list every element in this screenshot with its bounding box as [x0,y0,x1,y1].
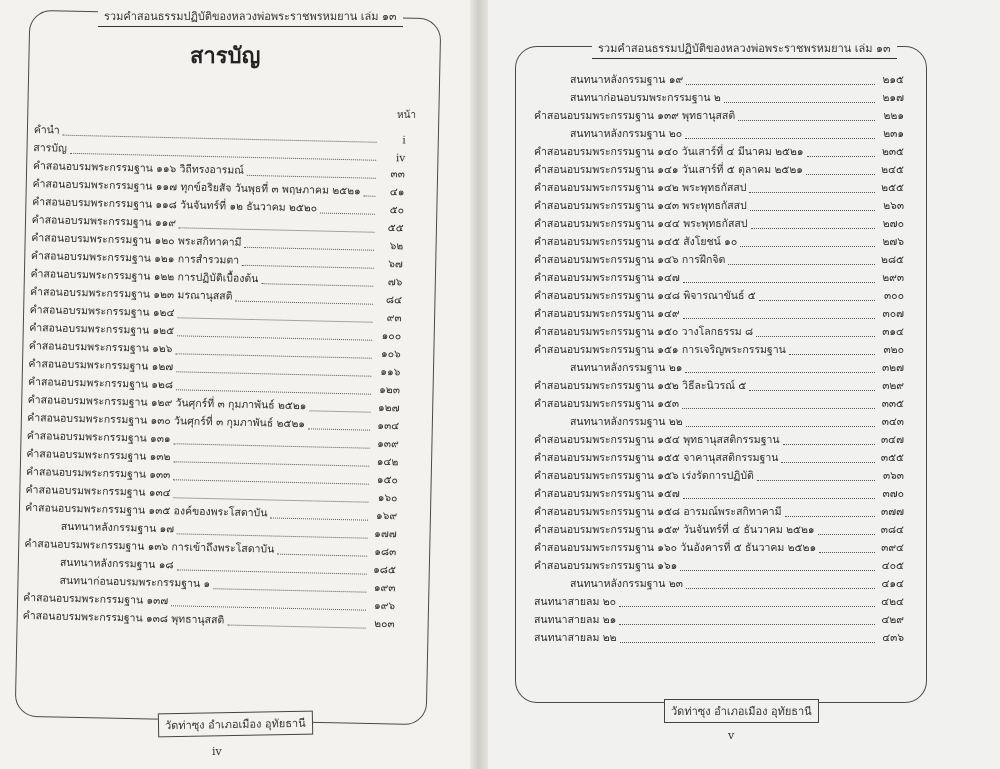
toc-entry [534,70,904,88]
toc-leader-dots [807,156,875,157]
book-gutter [470,0,488,769]
toc-entry-page: ๒๑๕ [882,74,904,86]
toc-entry [534,448,904,466]
toc-entry-page: ๓๙๔ [881,542,904,554]
toc-entry-page: ๓๖๓ [882,470,904,482]
toc-leader-dots [244,247,374,251]
toc-leader-dots [309,410,370,412]
left-toc-list [23,120,406,632]
toc-entry [534,106,904,124]
toc-entry-page: ๓๘๔ [880,524,904,536]
toc-entry-title: คำสอนอบรมพระกรรมฐาน ๑๑๖ วิถีทรงอารมณ์ [32,159,245,177]
toc-entry [534,484,904,502]
toc-entry [534,322,904,340]
toc-leader-dots [685,372,875,373]
toc-entry-title: คำสอนอบรมพระกรรมฐาน ๑๕๕ จาคานุสสติกรรมฐาน [534,452,779,464]
toc-leader-dots [751,228,876,229]
toc-entry-page: ๔๒๙ [881,614,904,626]
toc-leader-dots [759,300,875,301]
toc-leader-dots [619,606,875,607]
toc-entry-page: ๕๕ [387,222,404,235]
toc-entry-page: ๔๑ [389,186,405,199]
toc-leader-dots [686,588,875,589]
toc-entry [534,394,904,412]
toc-entry-title: สนทนาหลังกรรมฐาน ๒๒ [570,416,683,428]
toc-entry-title: สนทนาหลังกรรมฐาน ๒๐ [570,128,683,140]
toc-entry-page: ๒๓๕ [881,146,904,158]
toc-leader-dots [749,192,875,193]
toc-entry-page: ๕๐ [389,204,405,217]
toc-entry-title: คำสอนอบรมพระกรรมฐาน ๑๓๕ องค์ของพระโสดาบัน [25,501,268,520]
toc-entry-page: ๓๓๕ [881,398,904,410]
toc-entry-page: ๗๖ [387,276,403,289]
toc-entry-title: คำสอนอบรมพระกรรมฐาน ๑๒๙ วันศุกร์ที่ ๓ กุมภาพันธ์ ๒๕๒๑ [27,393,307,413]
toc-leader-dots [261,283,373,287]
toc-entry-page: ๑๓๙ [377,437,399,451]
toc-leader-dots [806,174,875,175]
toc-entry-title: คำสอนอบรมพระกรรมฐาน ๑๒๘ [27,375,174,392]
toc-entry [534,196,904,214]
toc-entry [534,340,904,358]
toc-title: สารบัญ [190,43,261,69]
toc-entry [534,142,904,160]
toc-entry-page: ๓๔๗ [880,434,904,446]
toc-entry-page: ๑๔๒ [376,455,399,469]
toc-leader-dots [682,408,875,409]
toc-entry [534,628,904,646]
toc-entry-page: ๑๖๐ [377,491,398,505]
toc-entry-title: คำสอนอบรมพระกรรมฐาน ๑๕๗ [534,488,680,500]
toc-entry-title: สนทนาหลังกรรมฐาน ๒๓ [570,578,683,590]
toc-entry-title: คำสอนอบรมพระกรรมฐาน ๑๕๒ วิธีละนิวรณ์ ๕ [534,380,747,392]
toc-entry-title: คำสอนอบรมพระกรรมฐาน ๑๔๑ วันเสาร์ที่ ๕ ตุลาคม ๒๕๒๑ [534,164,803,176]
toc-leader-dots [685,138,875,139]
toc-entry-page: ๓๓ [390,168,405,181]
toc-entry-page: ๖๒ [389,240,404,253]
toc-entry-page: ๑๘๕ [373,563,397,577]
toc-entry-page: ๔๑๔ [881,578,904,590]
toc-entry [534,412,904,430]
toc-entry-title: คำสอนอบรมพระกรรมฐาน ๑๒๗ [28,357,174,374]
toc-entry-page: ๑๓๔ [377,419,400,433]
toc-entry-title: คำสอนอบรมพระกรรมฐาน ๑๒๕ [29,321,175,338]
toc-entry-title: คำสอนอบรมพระกรรมฐาน ๑๓๓ [25,465,171,482]
toc-entry-page: ๒๘๕ [881,254,904,266]
toc-entry [534,304,904,322]
toc-entry-page: ๒๔๕ [881,164,904,176]
toc-entry-title: คำสอนอบรมพระกรรมฐาน ๑๔๒ พระพุทธกัสสป [534,182,747,194]
toc-leader-dots [686,84,875,85]
toc-entry-page: ๒๗๖ [882,236,904,248]
toc-entry-page: ๓๔๓ [881,416,904,428]
toc-leader-dots [750,210,875,211]
toc-entry-page: ๑๗๗ [374,527,397,541]
toc-leader-dots [783,444,875,445]
toc-entry-page: iv [395,152,406,165]
toc-entry-page: ๓๐๗ [882,308,904,320]
toc-entry-page: ๑๒๓ [379,383,401,397]
toc-leader-dots [728,264,875,265]
toc-entry-page: ๒๕๕ [881,182,904,194]
toc-entry [534,466,904,484]
toc-entry-title: คำสอนอบรมพระกรรมฐาน ๑๑๘ วันจันทร์ที่ ๑๒ ธันวาคม ๒๕๒๐ [32,195,318,215]
toc-entry [534,232,904,250]
toc-entry-page: ๓๒๐ [883,344,904,356]
toc-entry [534,358,904,376]
toc-entry-title: คำสอนอบรมพระกรรมฐาน ๑๓๐ วันศุกร์ที่ ๓ กุมภาพันธ์ ๒๕๒๑ [27,411,306,431]
toc-entry [534,502,904,520]
toc-entry-title: คำสอนอบรมพระกรรมฐาน ๑๑๗ ทุกข์อริยสัจ วันพุธที่ ๓ พฤษภาคม ๒๕๒๑ [32,177,361,198]
toc-entry [534,610,904,628]
toc-entry-page: ๖๗ [388,258,403,271]
toc-entry-title: คำสอนอบรมพระกรรมฐาน ๑๓๗ [23,591,169,608]
toc-entry-page: ๓๗๐ [882,488,904,500]
toc-leader-dots [364,195,376,196]
right-page-number: v [728,729,735,742]
toc-entry-title: คำสอนอบรมพระกรรมฐาน ๑๔๕ สังโยชน์ ๑๐ [534,236,738,248]
toc-entry-title: สนทนาสายลม ๒๒ [534,632,617,644]
toc-entry-title: สนทนาสายลม ๒๐ [534,596,617,608]
toc-entry-title: คำสอนอบรมพระกรรมฐาน ๑๔๔ พระพุทธกัสสป [534,218,748,230]
toc-entry-title: คำสอนอบรมพระกรรมฐาน ๑๕๘ อารมณ์พระสกิทาคามี [534,506,782,518]
toc-leader-dots [247,175,376,179]
toc-leader-dots [683,282,875,283]
toc-entry [534,286,904,304]
toc-entry-page: ๘๔ [385,294,403,307]
toc-leader-dots [738,120,875,121]
toc-entry-title: คำสอนอบรมพระกรรมฐาน ๑๕๖ เร่งรัดการปฏิบัติ [534,470,754,482]
toc-entry-title: คำสอนอบรมพระกรรมฐาน ๑๓๔ [25,483,171,500]
toc-leader-dots [242,265,374,269]
toc-entry-page: ๒๒๑ [883,110,904,122]
toc-entry-title: สนทนาหลังกรรมฐาน ๑๙ [570,74,684,86]
toc-entry-title: คำสอนอบรมพระกรรมฐาน ๑๒๐ พระสกิทาคามี [31,231,242,249]
toc-leader-dots [749,390,875,391]
toc-entry-page: ๓๗๗ [881,506,904,518]
toc-entry [534,574,904,592]
toc-entry-title: คำนำ [33,123,60,137]
toc-leader-dots [819,552,875,553]
toc-entry-title: คำสอนอบรมพระกรรมฐาน ๑๔๙ [534,308,680,320]
left-series-title: รวมคำสอนธรรมปฏิบัติของหลวงพ่อพระราชพรหมยาน เล่ม ๑๓ [98,6,403,27]
toc-entry-title: คำสอนอบรมพระกรรมฐาน ๑๓๘ พุทธานุสสติ [22,609,225,627]
toc-entry-page: ๑๙๓ [373,581,396,595]
left-page-number: iv [212,745,222,758]
toc-entry-page: i [402,134,406,147]
toc-entry-title: คำสอนอบรมพระกรรมฐาน ๑๕๙ วันจันทร์ที่ ๔ ธันวาคม ๒๕๒๑ [534,524,815,536]
toc-entry [534,430,904,448]
toc-leader-dots [789,354,875,355]
toc-leader-dots [781,462,875,463]
toc-leader-dots [277,554,367,557]
toc-entry-title: คำสอนอบรมพระกรรมฐาน ๑๓๒ [26,447,171,464]
toc-entry-page: ๑๑๖ [380,365,401,379]
toc-leader-dots [740,246,875,247]
toc-entry-title: คำสอนอบรมพระกรรมฐาน ๑๔๗ [534,272,680,284]
toc-leader-dots [683,318,875,319]
toc-entry-title: คำสอนอบรมพระกรรมฐาน ๑๒๓ มรณานุสสติ [29,285,233,303]
toc-entry-title: สนทนาหลังกรรมฐาน ๒๑ [570,362,683,374]
toc-entry-title: สารบัญ [33,141,68,155]
toc-entry-page: ๒๑๗ [882,92,904,104]
toc-entry-page: ๓๐๐ [884,290,904,302]
toc-entry-title: คำสอนอบรมพระกรรมฐาน ๑๔๐ วันเสาร์ที่ ๔ มีนาคม ๒๕๒๑ [534,146,804,158]
toc-leader-dots [227,625,365,629]
toc-leader-dots [620,642,875,643]
toc-entry-page: ๑๙๖ [373,599,396,613]
toc-entry [534,520,904,538]
toc-entry-title: สนทนาสายลม ๒๑ [534,614,617,626]
toc-entry-title: คำสอนอบรมพระกรรมฐาน ๑๖๑ [534,560,678,572]
toc-entry-page: ๔๒๔ [881,596,904,608]
toc-leader-dots [680,570,875,571]
toc-entry-page: ๑๐๐ [381,329,402,343]
toc-entry-page: ๒๗๐ [882,218,904,230]
toc-entry-page: ๓๒๙ [882,380,904,392]
toc-entry-page: ๔๐๕ [881,560,904,572]
toc-leader-dots [724,102,875,103]
toc-entry [534,376,904,394]
toc-entry [534,214,904,232]
left-footer: วัดท่าซุง อำเภอเมือง อุทัยธานี [158,711,313,738]
toc-entry-page: ๑๐๖ [380,347,401,361]
right-footer: วัดท่าซุง อำเภอเมือง อุทัยธานี [664,699,819,723]
toc-entry-page: ๑๒๗ [377,401,400,415]
toc-entry [534,160,904,178]
toc-entry-title: คำสอนอบรมพระกรรมฐาน ๑๓๑ [26,429,171,446]
toc-entry-title: คำสอนอบรมพระกรรมฐาน ๑๕๐ วางโลกธรรม ๘ [534,326,754,338]
toc-entry-title: คำสอนอบรมพระกรรมฐาน ๑๕๓ [534,398,680,410]
toc-entry-title: คำสอนอบรมพระกรรมฐาน ๑๖๐ วันอังคารที่ ๕ ธันวาคม ๒๕๒๑ [534,542,817,554]
toc-entry-title: คำสอนอบรมพระกรรมฐาน ๑๕๑ การเจริญพระกรรมฐาน [534,344,786,356]
toc-entry-page: ๒๙๓ [882,272,904,284]
toc-leader-dots [308,428,370,430]
toc-entry-page: ๓๑๔ [882,326,904,338]
toc-entry [534,178,904,196]
toc-entry [534,250,904,268]
toc-entry-title: คำสอนอบรมพระกรรมฐาน ๑๔๖ การฝึกจิต [534,254,726,266]
toc-entry-title: คำสอนอบรมพระกรรมฐาน ๑๒๔ [29,303,175,320]
toc-entry-title: คำสอนอบรมพระกรรมฐาน ๑๔๘ พิจารณาขันธ์ ๕ [534,290,756,302]
toc-entry-title: คำสอนอบรมพระกรรมฐาน ๑๕๔ พุทธานุสสติกรรมฐาน [534,434,780,446]
toc-entry-title: คำสอนอบรมพระกรรมฐาน ๑๒๖ [28,339,173,356]
toc-entry-title: คำสอนอบรมพระกรรมฐาน ๑๓๙ พุทธานุสสติ [534,110,736,122]
toc-leader-dots [320,213,375,215]
toc-entry [534,556,904,574]
toc-leader-dots [683,498,875,499]
toc-entry-page: ๒๓๑ [883,128,904,140]
right-toc-list [534,70,904,646]
toc-entry-title: คำสอนอบรมพระกรรมฐาน ๑๒๑ การสำรวมตา [30,249,240,267]
toc-entry-title: คำสอนอบรมพระกรรมฐาน ๑๓๖ การเข้าถึงพระโสดาบัน [24,537,275,556]
toc-entry-title: สนทนาก่อนอบรมพระกรรมฐาน ๒ [570,92,721,104]
toc-entry-title: สนทนาหลังกรรมฐาน ๑๘ [59,556,174,572]
toc-leader-dots [270,517,368,520]
toc-entry-page: ๒๐๓ [374,617,395,631]
page-column-header: หน้า [397,110,417,121]
toc-leader-dots [757,480,875,481]
toc-entry [534,538,904,556]
toc-entry-title: คำสอนอบรมพระกรรมฐาน ๑๒๒ การปฏิบัติเบื้องต้น [30,267,259,286]
toc-entry-page: ๓๒๗ [882,362,904,374]
toc-leader-dots [756,336,875,337]
toc-entry-page: ๑๕๐ [376,473,399,487]
toc-entry [534,88,904,106]
toc-entry-page: ๑๘๓ [374,545,397,559]
toc-entry-page: ๙๓ [386,312,402,325]
toc-leader-dots [686,426,875,427]
toc-entry [534,124,904,142]
toc-leader-dots [785,516,876,517]
right-series-title: รวมคำสอนธรรมปฏิบัติของหลวงพ่อพระราชพรหมยาน เล่ม ๑๓ [592,38,897,59]
toc-entry-title: คำสอนอบรมพระกรรมฐาน ๑๔๓ พระพุทธกัสสป [534,200,747,212]
toc-leader-dots [619,624,875,625]
toc-entry-title: สนทนาก่อนอบรมพระกรรมฐาน ๑ [59,574,211,591]
toc-entry [534,268,904,286]
toc-entry-page: ๑๖๙ [375,509,398,523]
toc-entry-title: สนทนาหลังกรรมฐาน ๑๗ [60,520,175,536]
toc-entry-title: คำสอนอบรมพระกรรมฐาน ๑๑๙ [31,213,177,230]
toc-entry [534,592,904,610]
toc-entry-page: ๒๖๓ [883,200,904,212]
toc-leader-dots [818,534,875,535]
toc-entry-page: ๓๕๕ [880,452,904,464]
toc-entry-page: ๔๓๖ [882,632,904,644]
